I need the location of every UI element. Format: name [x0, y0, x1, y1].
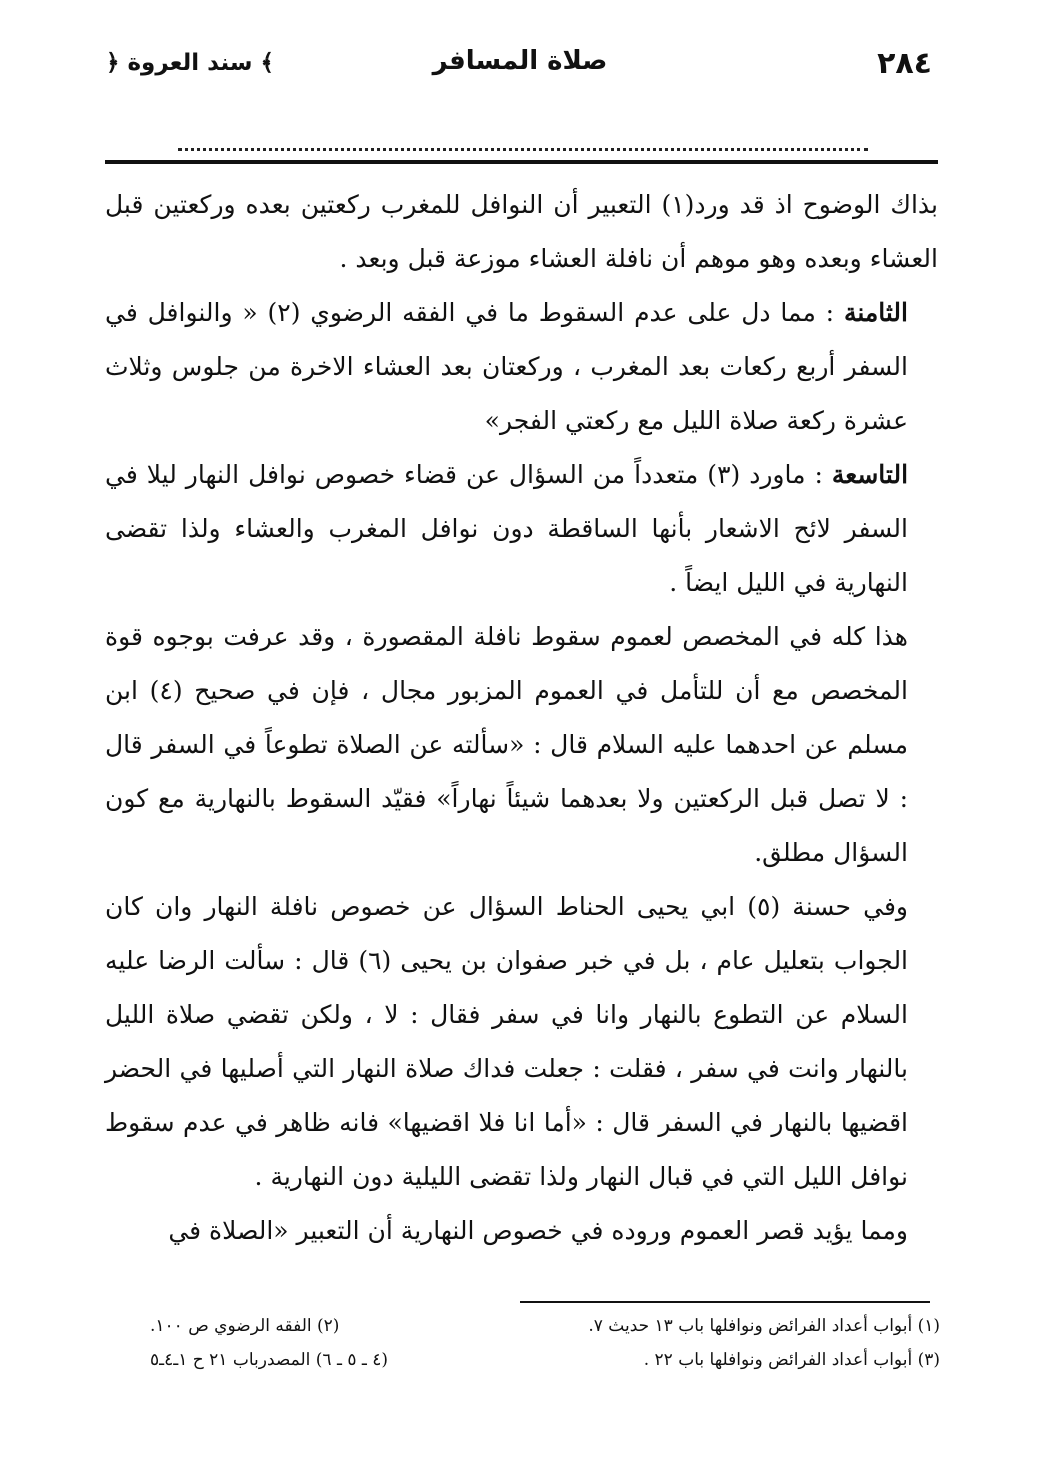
paragraph-text: : مما دل على عدم السقوط ما في الفقه الرضوي (٢) « والنوافل في السفر أربع ركعات بعد المغرب ، وركعتان بعد العشاء الاخرة من جلوس وثلاث عشرة ركعة صلاة الليل مع ركعتي الفجر»	[105, 298, 908, 435]
footnotes	[150, 1316, 940, 1384]
footnote-rule	[520, 1301, 930, 1303]
paragraph	[105, 178, 938, 286]
chapter-title: صلاة المسافر	[432, 46, 608, 76]
footnote: (٤ ـ ٥ ـ ٦) المصدرباب ٢١ ح ١ـ٤ـ٥	[150, 1350, 389, 1370]
header-rule	[105, 160, 938, 164]
paragraph-text: : ماورد (٣) متعدداً من السؤال عن قضاء خصوص نوافل النهار ليلا في السفر لائح الاشعار بأنها الساقطة دون نوافل المغرب والعشاء ولذا تقضى النهارية في الليل ايضاً .	[105, 460, 908, 597]
page-number: ٢٨٤	[877, 46, 932, 81]
footnote: (١) أبواب أعداد الفرائض ونوافلها باب ١٣ حديث ٧.	[588, 1316, 940, 1336]
paragraph	[105, 448, 938, 610]
paragraph	[105, 610, 938, 880]
page-header	[100, 42, 940, 86]
paragraph-lead: الثامنة	[843, 298, 908, 327]
paragraph	[105, 286, 938, 448]
book-title: ﴿ سند العروة ﴾	[106, 50, 274, 76]
footnote: (٣) أبواب أعداد الفرائض ونوافلها باب ٢٢ .	[643, 1350, 940, 1370]
paragraph	[105, 880, 938, 1204]
paragraph-text: ومما يؤيد قصر العموم وروده في خصوص النهارية أن التعبير «الصلاة في	[168, 1216, 908, 1245]
dotted-divider	[178, 148, 868, 151]
paragraph-text: بذاك الوضوح اذ قد ورد(١) التعبير أن النوافل للمغرب ركعتين بعده وركعتين قبل العشاء وبعده وهو موهم أن نافلة العشاء موزعة قبل وبعد .	[105, 190, 938, 273]
body-text	[105, 178, 938, 1258]
footnote-row	[150, 1350, 940, 1384]
paragraph-text: وفي حسنة (٥) ابي يحيى الحناط السؤال عن خصوص نافلة النهار وان كان الجواب بتعليل عام ، بل في خبر صفوان بن يحيى (٦) قال : سألت الرضا عليه السلام عن التطوع بالنهار وانا في سفر فقال : لا ، ولكن تقضي صلاة الليل بالنهار وانت في سفر ، فقلت : جعلت فداك صلاة النهار التي أصليها في الحضر اقضيها بالنهار في السفر قال : «أما انا فلا اقضيها» فانه ظاهر في عدم سقوط نوافل الليل التي في قبال النهار ولذا تقضى الليلية دون النهارية .	[105, 892, 909, 1191]
footnote-row	[150, 1316, 940, 1350]
paragraph-text: هذا كله في المخصص لعموم سقوط نافلة المقصورة ، وقد عرفت بوجوه قوة المخصص مع أن للتأمل في العموم المزبور مجال ، فإن في صحيح (٤) ابن مسلم عن احدهما عليه السلام قال : «سألته عن الصلاة تطوعاً في السفر قال : لا تصل قبل الركعتين ولا بعدهما شيئاً نهاراً» فقيّد السقوط بالنهارية مع كون السؤال مطلق.	[105, 622, 908, 867]
footnote: (٢) الفقه الرضوي ص ١٠٠.	[150, 1316, 340, 1336]
paragraph-lead: التاسعة	[831, 460, 909, 489]
paragraph	[105, 1204, 938, 1258]
